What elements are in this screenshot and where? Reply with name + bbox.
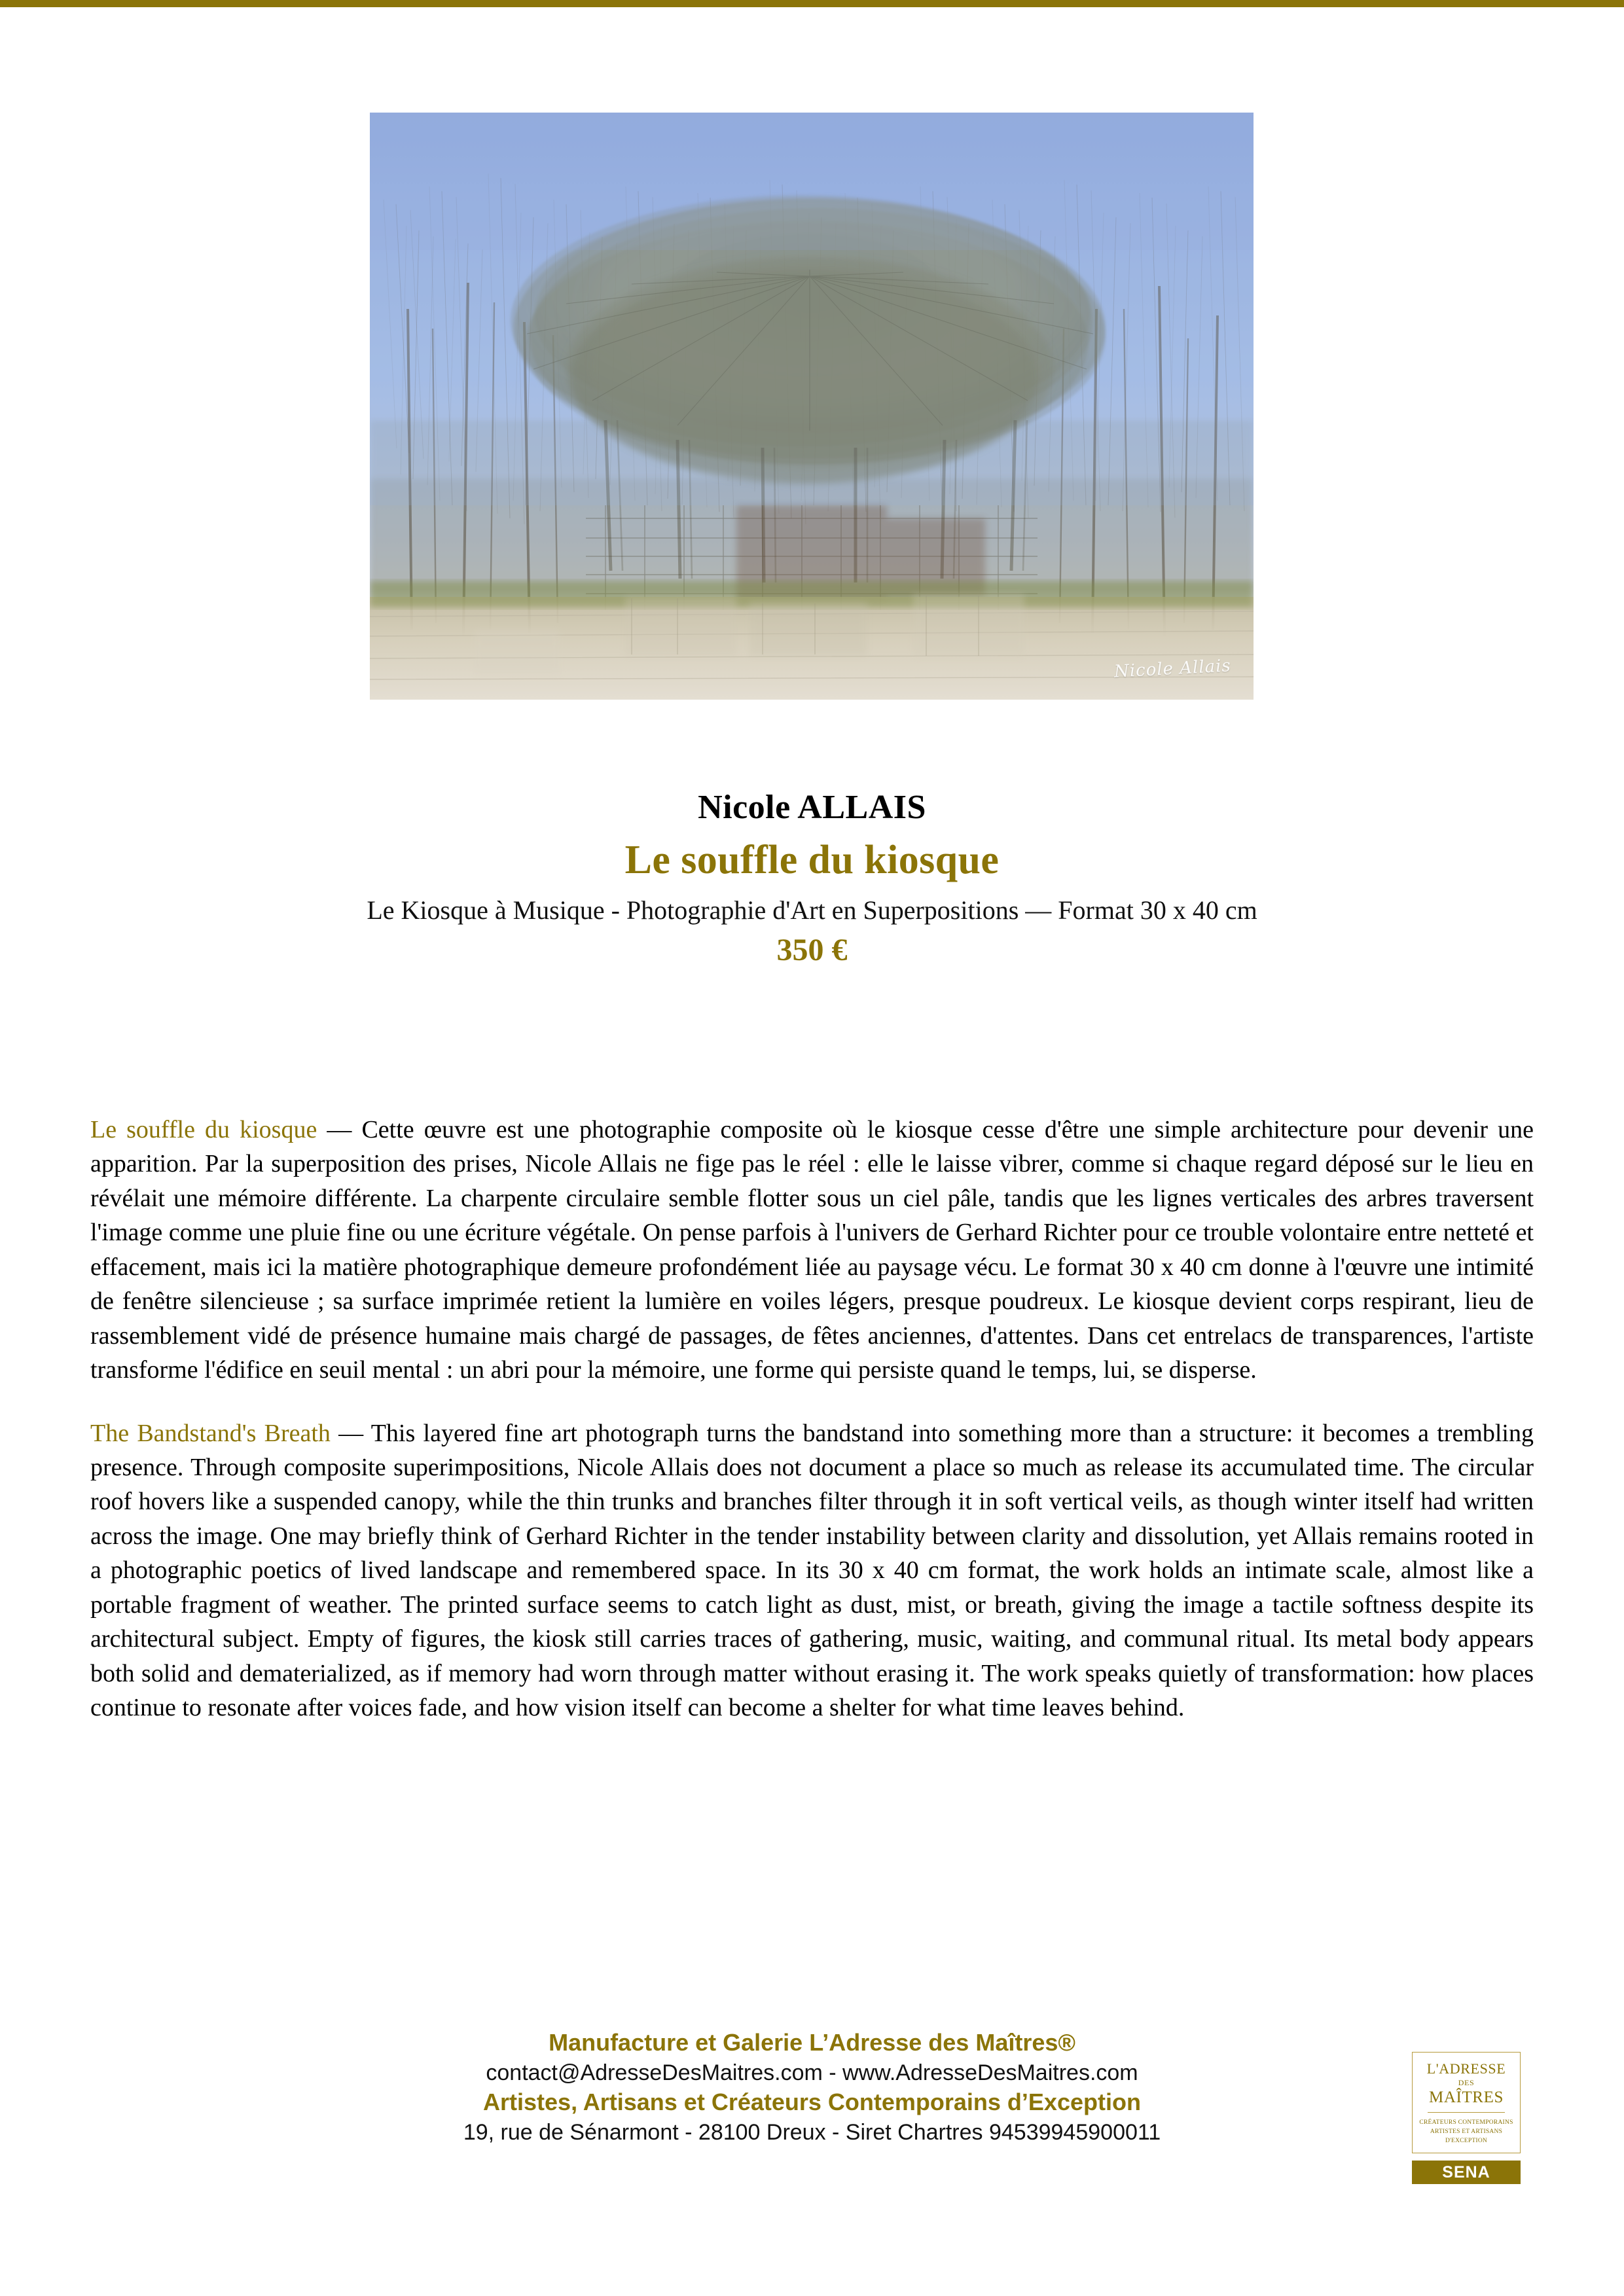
logo-divider — [1428, 2112, 1505, 2113]
logo-line-maitres: MAÎTRES — [1429, 2088, 1504, 2106]
artwork-image — [370, 113, 1254, 700]
artist-name: Nicole ALLAIS — [698, 789, 926, 826]
artwork-svg — [370, 113, 1254, 700]
artwork-subtitle: Le Kiosque à Musique - Photographie d'Art en Superpositions — Format 30 x 40 cm — [367, 895, 1257, 925]
footer-block — [0, 2028, 1624, 2147]
description-body — [90, 1113, 1534, 1725]
paragraph-french — [90, 1113, 1534, 1388]
paragraph-english — [90, 1416, 1534, 1725]
footer-company: Manufacture et Galerie L’Adresse des Maîtres® — [549, 2029, 1075, 2056]
footer-tagline: Artistes, Artisans et Créateurs Contemporains d’Exception — [483, 2088, 1141, 2115]
artist-signature: Nicole Allais — [1113, 656, 1232, 682]
artwork-price: 350 € — [776, 932, 848, 967]
heading-block — [0, 789, 1624, 969]
logo-sub-createurs: CRÉATEURS CONTEMPORAINS — [1419, 2119, 1513, 2126]
artwork-title: Le souffle du kiosque — [624, 838, 1000, 883]
logo-sub-exception: D'EXCEPTION — [1445, 2138, 1488, 2145]
logo-sub-artistes: ARTISTES ET ARTISANS — [1430, 2128, 1503, 2135]
paragraph-french-text: — Cette œuvre est une photographie composite où le kiosque cesse d'être une simple architecture pour devenir une apparition. Par la superposition des prises, Nicole Allais ne fige pas le réel : elle le laisse vibrer, comme si chaque regard déposé sur le lieu en révélait une mémoire différente. La charpente circulaire semble flotter sous un ciel pâle, tandis que les lignes verticales des arbres traversent l'image comme une pluie fine ou une écriture végétale. On pense parfois à l'univers de Gerhard Richter pour ce trouble volontaire entre netteté et effacement, mais ici la matière photographique demeure profondément liée au paysage vécu. Le format 30 x 40 cm donne à l'œuvre une intimité de fenêtre silencieuse ; sa surface imprimée retient la lumière en voiles légers, presque poudreux. Le kiosque devient corps respirant, lieu de rassemblement vidé de présence humaine mais chargé de passages, de fêtes anciennes, d'attentes. Dans cet entrelacs de transparences, l'artiste transforme l'édifice en seuil mental : un abri pour la mémoire, une forme qui persiste quand le temps, lui, se disperse. — [90, 1116, 1534, 1384]
brand-logo-block — [1412, 2052, 1521, 2184]
paragraph-english-lead-in: The Bandstand's Breath — [90, 1419, 331, 1447]
logo-line-des: DES — [1458, 2077, 1475, 2087]
brand-logo-card — [1412, 2052, 1521, 2153]
paragraph-english-text: — This layered fine art photograph turns the bandstand into something more than a structure: it becomes a trembling presence. Through composite superimpositions, Nicole Allais does not document a place so much as release its accumulated time. The circular roof hovers like a suspended canopy, while the thin trunks and branches filter through it in soft vertical veils, as though winter itself had written across the image. One may briefly think of Gerhard Richter in the tender instability between clarity and dissolution, yet Allais remains rooted in a photographic poetics of lived landscape and remembered space. In its 30 x 40 cm format, the work holds an intimate scale, almost like a portable fragment of weather. The printed surface seems to catch light as dust, mist, or breath, giving the image a tactile softness despite its architectural subject. Empty of figures, the kiosk still carries traces of gathering, music, waiting, and communal ritual. Its metal body appears both solid and dematerialized, as if memory had worn through matter without erasing it. The work speaks quietly of transformation: how places continue to resonate after voices fade, and how vision itself can become a shelter for what time leaves behind. — [90, 1419, 1534, 1721]
footer-contact[interactable]: contact@AdresseDesMaitres.com - www.AdresseDesMaitres.com — [486, 2060, 1138, 2085]
sena-badge: SENA — [1412, 2161, 1521, 2184]
paragraph-french-lead-in: Le souffle du kiosque — [90, 1116, 317, 1143]
logo-line-adresse: L'ADRESSE — [1426, 2060, 1506, 2077]
top-accent-rule — [0, 0, 1624, 7]
artwork-figure — [370, 113, 1254, 700]
footer-address: 19, rue de Sénarmont - 28100 Dreux - Siret Chartres 94539945900011 — [463, 2119, 1161, 2145]
